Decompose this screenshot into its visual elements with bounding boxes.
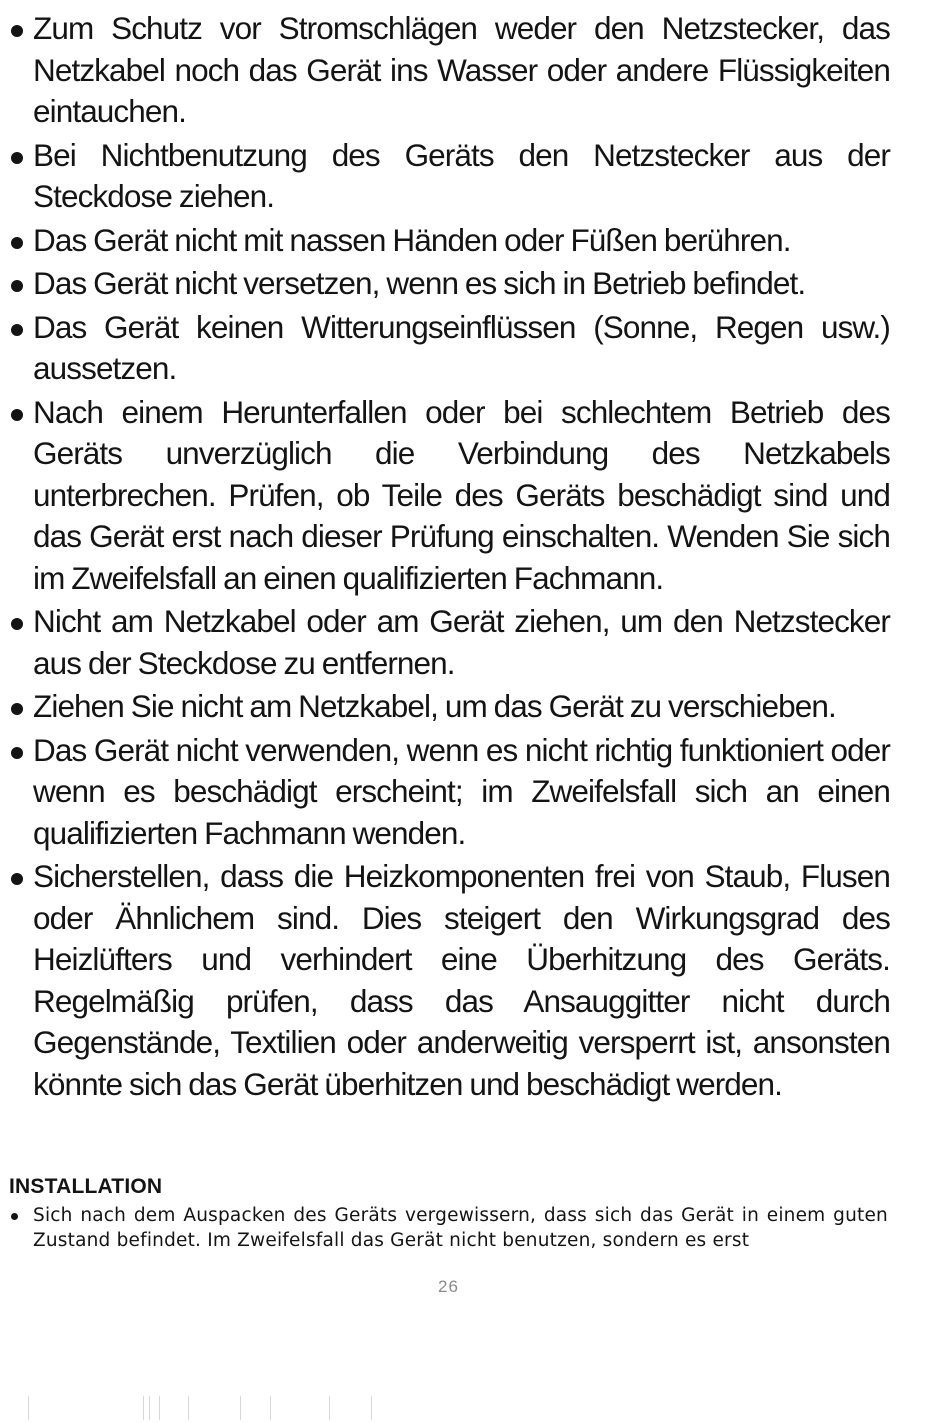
list-item: Nach einem Herunterfallen oder bei schlechtem Betrieb des Geräts unverzüglich die Verbindung des Netzkabels unterbrechen. Prüfen, ob Teile des Geräts beschädigt sind und das Gerät erst nach dieser Prüfung einschalten. Wenden Sie sich im Zweifelsfall an einen qualifizierten Fachmann. <box>10 392 890 600</box>
installation-heading: INSTALLATION <box>9 1175 163 1198</box>
installation-list <box>10 1203 888 1253</box>
list-item: Nicht am Netzkabel oder am Gerät ziehen, um den Netzstecker aus der Steckdose zu entfernen. <box>10 601 890 684</box>
list-item: Das Gerät keinen Witterungseinflüssen (Sonne, Regen usw.) aussetzen. <box>10 307 890 390</box>
list-item: Sich nach dem Auspacken des Geräts vergewissern, dass sich das Gerät in einem guten Zustand befindet. Im Zweifelsfall das Gerät nicht benutzen, sondern es erst <box>10 1203 888 1253</box>
safety-warnings-list <box>10 8 890 1107</box>
list-item: Das Gerät nicht verwenden, wenn es nicht richtig funktioniert oder wenn es beschädigt erscheint; im Zweifelsfall sich an einen qualifizierten Fachmann wenden. <box>10 730 890 855</box>
list-item: Das Gerät nicht versetzen, wenn es sich in Betrieb befindet. <box>10 263 890 305</box>
scan-artifact-marks <box>0 1392 950 1423</box>
list-item: Das Gerät nicht mit nassen Händen oder Füßen berühren. <box>10 220 890 262</box>
list-item: Zum Schutz vor Stromschlägen weder den Netzstecker, das Netzkabel noch das Gerät ins Wasser oder andere Flüssigkeiten eintauchen. <box>10 8 890 133</box>
list-item: Bei Nichtbenutzung des Geräts den Netzstecker aus der Steckdose ziehen. <box>10 135 890 218</box>
list-item: Sicherstellen, dass die Heizkomponenten frei von Staub, Flusen oder Ähnlichem sind. Dies steigert den Wirkungsgrad des Heizlüfters und verhindert eine Überhitzung des Geräts. Regelmäßig prüfen, dass das Ansauggitter nicht durch Gegenstände, Textilien oder anderweitig versperrt ist, ansonsten könnte sich das Gerät überhitzen und beschädigt werden. <box>10 856 890 1105</box>
list-item: Ziehen Sie nicht am Netzkabel, um das Gerät zu verschieben. <box>10 686 890 728</box>
page-number: 26 <box>438 1277 459 1296</box>
